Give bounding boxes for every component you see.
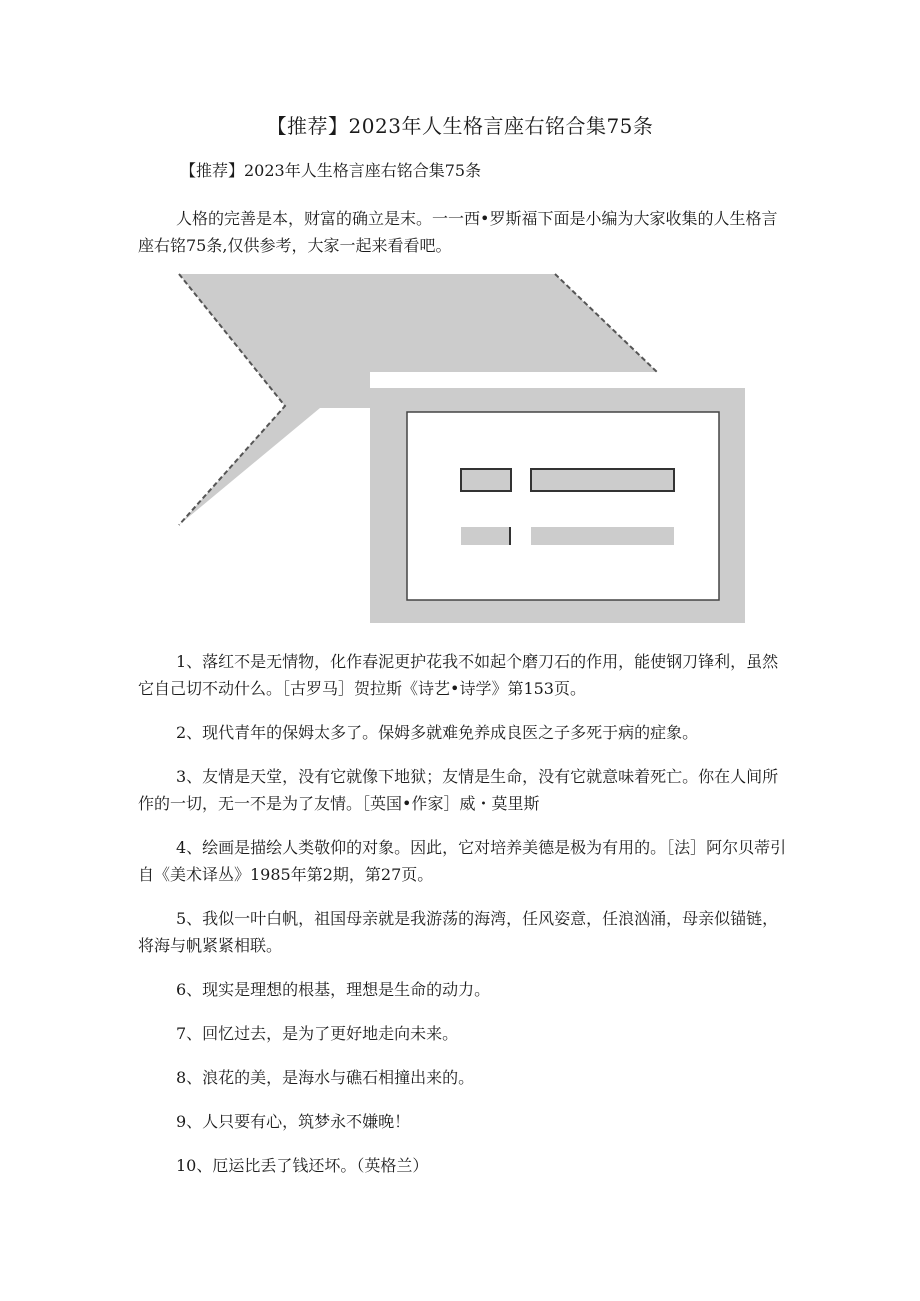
list-item: 8、浪花的美，是海水与礁石相撞出来的。	[176, 1068, 475, 1087]
card-line-long-2	[531, 527, 674, 545]
list-item: 3、友情是天堂，没有它就像下地狱；友情是生命，没有它就意味着死亡。你在人间所作的一切，无一不是为了友情。［英国•作家］威・莫里斯	[138, 767, 779, 813]
list-item: 4、绘画是描绘人类敬仰的对象。因此，它对培养美德是极为有用的。［法］阿尔贝蒂引自《美术译丛》1985年第2期，第27页。	[138, 838, 787, 884]
card-line-long-1	[531, 469, 674, 491]
quote-list	[138, 648, 788, 1196]
document-subtitle: 【推荐】2023年人生格言座右铭合集75条	[180, 161, 482, 180]
page-title: 【推荐】2023年人生格言座右铭合集75条	[266, 114, 654, 138]
list-item: 1、落红不是无情物，化作春泥更护花我不如起个磨刀石的作用，能使钢刀锋利，虽然它自己切不动什么。［古罗马］贺拉斯《诗艺•诗学》第153页。	[138, 652, 779, 698]
list-item: 10、厄运比丢了钱还坏。（英格兰）	[176, 1156, 429, 1175]
list-item: 7、回忆过去，是为了更好地走向未来。	[176, 1024, 459, 1043]
list-item: 9、人只要有心，筑梦永不嫌晚！	[176, 1112, 411, 1131]
list-item: 6、现实是理想的根基，理想是生命的动力。	[176, 980, 491, 999]
list-item: 5、我似一叶白帆，祖国母亲就是我游荡的海湾，任风姿意，任浪汹涌，母亲似锚链，将海与帆紧紧相联。	[138, 909, 779, 955]
card-line-short-2	[461, 527, 511, 545]
intro-paragraph: 人格的完善是本，财富的确立是末。一一西•罗斯福下面是小编为大家收集的人生格言座右铭75条,仅供参考，大家一起来看看吧。	[138, 209, 778, 255]
card-paper	[407, 412, 719, 600]
document-flag-icon	[175, 270, 750, 625]
list-item: 2、现代青年的保姆太多了。保姆多就难免养成良医之子多死于病的症象。	[176, 723, 699, 742]
card-line-short-1	[461, 469, 511, 491]
